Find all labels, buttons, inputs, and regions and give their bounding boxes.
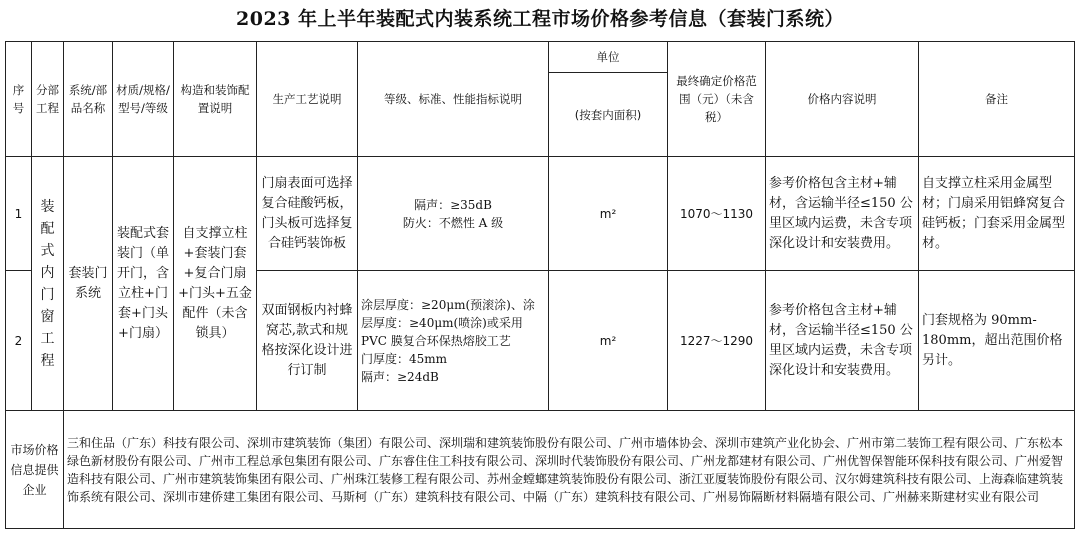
supplier-list: 三和住品（广东）科技有限公司、深圳市建筑装饰（集团）有限公司、深圳瑞和建筑装饰股份有限公司、广州市墙体协会、深圳市建筑产业化协会、广州市第二装饰工程有限公司、广东松本绿色新材股份有限公司、广州市工程总承包集团有限公司、广东睿住住工科技有限公司、深圳时代装饰股份有限公司、广州龙都建材有限公司、广州优智保智能环保科技有限公司、广州爱智造科技有限公司、广州市建筑装饰集团有限公司、广州珠江装修工程有限公司、苏州金螳螂建筑装饰股份有限公司、浙江亚厦装饰股份有限公司、汉尔姆建筑科技有限公司、上海森临建筑装饰系统有限公司、深圳市建侨建工集团有限公司、马斯柯（广东）建筑科技有限公司、中隔（广东）建筑科技有限公司、广州易饰隔断材料隔墙有限公司、广州赫来斯建材实业有限公司 bbox=[64, 411, 1075, 529]
process-cell: 门扇表面可选择复合硅酸钙板，门头板可选择复合硅钙装饰板 bbox=[257, 157, 358, 271]
grade-line: 防火：不燃性 A 级 bbox=[402, 215, 504, 230]
grade-cell bbox=[358, 271, 549, 411]
header-price-range: 最终确定价格范围（元）（未含税） bbox=[668, 42, 766, 157]
grade-line: 隔声：≥35dB bbox=[414, 197, 492, 212]
unit-cell: m² bbox=[549, 157, 668, 271]
table-row bbox=[6, 157, 1075, 271]
remark-cell: 自支撑立柱采用金属型材；门扇采用铝蜂窝复合硅钙板；门套采用金属型材。 bbox=[919, 157, 1075, 271]
construction-cell: 自支撑立柱+套装门套+复合门扇+门头+五金配件（未含锁具） bbox=[174, 157, 257, 411]
header-remark: 备注 bbox=[919, 42, 1075, 157]
row-seq: 2 bbox=[6, 271, 32, 411]
row-seq: 1 bbox=[6, 157, 32, 271]
grade-line: 门厚度：45mm bbox=[361, 351, 448, 366]
price-content-cell: 参考价格包含主材+辅材，含运输半径≤150 公里区域内运费，未含专项深化设计和安装费用。 bbox=[766, 157, 919, 271]
process-cell: 双面钢板内衬蜂窝芯,款式和规格按深化设计进行订制 bbox=[257, 271, 358, 411]
grade-cell bbox=[358, 157, 549, 271]
page-title: 2023 年上半年装配式内装系统工程市场价格参考信息（套装门系统） bbox=[236, 8, 844, 30]
price-cell: 1070～1130 bbox=[668, 157, 766, 271]
supplier-label: 市场价格信息提供企业 bbox=[6, 411, 64, 529]
header-unit: 单位 bbox=[549, 42, 668, 73]
header-unit-sub: (按套内面积) bbox=[549, 73, 668, 157]
system-cell: 套装门系统 bbox=[64, 157, 113, 411]
remark-cell: 门套规格为 90mm-180mm，超出范围价格另计。 bbox=[919, 271, 1075, 411]
header-process: 生产工艺说明 bbox=[257, 42, 358, 157]
header-material: 材质/规格/型号/等级 bbox=[113, 42, 174, 157]
grade-line: 涂层厚度：≥20μm(预滚涂)、涂层厚度：≥40μm(喷涂)或采用 PVC 膜复合环保热熔胶工艺 bbox=[361, 297, 535, 348]
price-content-cell: 参考价格包含主材+辅材，含运输半径≤150 公里区域内运费，未含专项深化设计和安装费用。 bbox=[766, 271, 919, 411]
header-construction: 构造和装饰配置说明 bbox=[174, 42, 257, 157]
header-system: 系统/部品名称 bbox=[64, 42, 113, 157]
grade-line: 隔声：≥24dB bbox=[361, 369, 439, 384]
header-grade: 等级、标准、性能指标说明 bbox=[358, 42, 549, 157]
price-table bbox=[5, 41, 1075, 529]
header-subproject: 分部工程 bbox=[32, 42, 64, 157]
subproject-cell: 装配式内门窗工程 bbox=[32, 157, 64, 411]
header-price-content: 价格内容说明 bbox=[766, 42, 919, 157]
material-cell: 装配式套装门（单开门，含立柱+门套+门头+门扇） bbox=[113, 157, 174, 411]
unit-cell: m² bbox=[549, 271, 668, 411]
header-row-1 bbox=[6, 42, 1075, 73]
price-cell: 1227～1290 bbox=[668, 271, 766, 411]
footer-row bbox=[6, 411, 1075, 529]
header-seq: 序号 bbox=[6, 42, 32, 157]
